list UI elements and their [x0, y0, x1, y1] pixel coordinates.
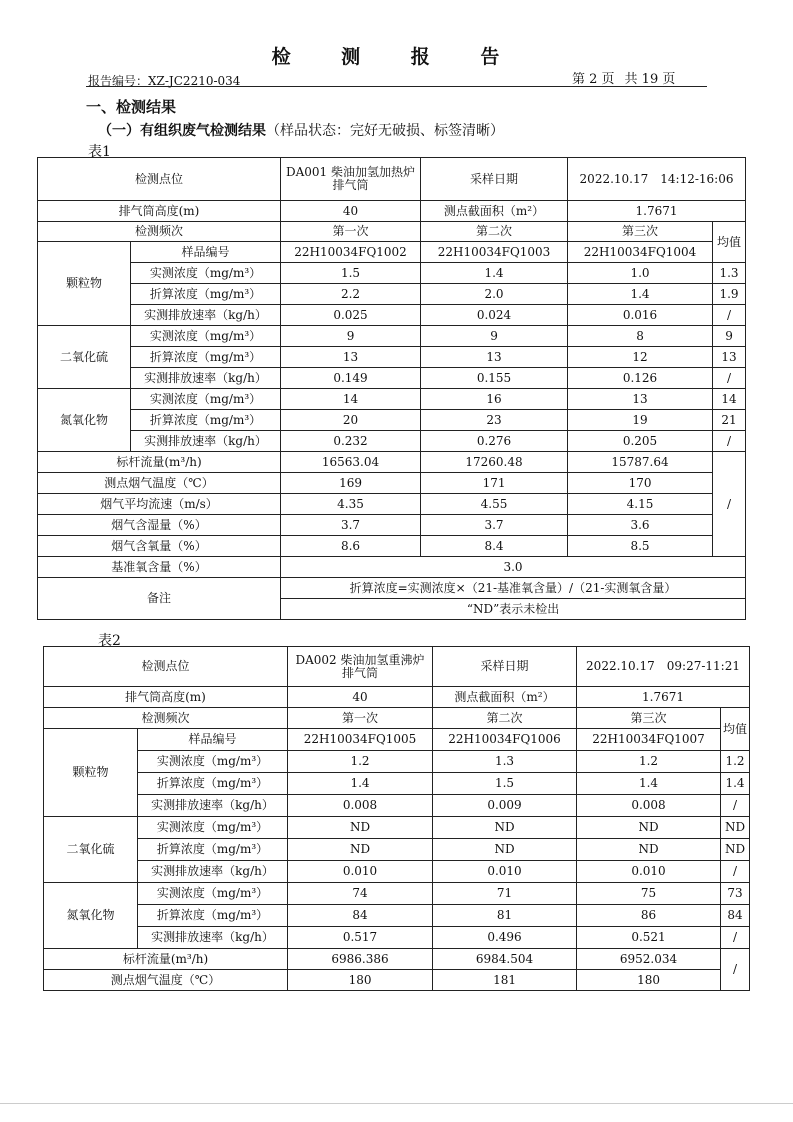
table-row: [38, 389, 746, 410]
note-nd: “ND”表示未检出: [281, 599, 746, 620]
row-label: 实测排放速率（kg/h）: [138, 861, 288, 883]
cell-3: 15787.64: [568, 452, 713, 473]
table-row: [38, 410, 746, 431]
cell-1: 0.008: [288, 795, 433, 817]
row-label: 实测排放速率（kg/h）: [138, 927, 288, 949]
cell-2: 181: [433, 970, 577, 991]
row-label: 实测浓度（mg/m³）: [138, 817, 288, 839]
table-row: [44, 861, 750, 883]
cell-avg: /: [721, 795, 750, 817]
table-row: [44, 839, 750, 861]
freq-1: 第一次: [281, 222, 421, 242]
cell-3: 180: [577, 970, 721, 991]
row-label: 测点烟气温度（℃）: [38, 473, 281, 494]
cell-2: 8.4: [421, 536, 568, 557]
table-row: [38, 536, 746, 557]
cell-1: 180: [288, 970, 433, 991]
cell-1: 1.4: [288, 773, 433, 795]
table-row: [38, 305, 746, 326]
cell-1: 13: [281, 347, 421, 368]
cell-avg: /: [721, 927, 750, 949]
row-label: 实测浓度（mg/m³）: [138, 883, 288, 905]
cell-2: 3.7: [421, 515, 568, 536]
gas-avg: /: [713, 452, 746, 557]
cell-2: 16: [421, 389, 568, 410]
row-label: 实测浓度（mg/m³）: [131, 263, 281, 284]
cell-avg: /: [721, 861, 750, 883]
table1-label: 表1: [88, 144, 111, 160]
pm-label: 颗粒物: [38, 242, 131, 326]
cell-3: 0.521: [577, 927, 721, 949]
area-value: 1.7671: [577, 687, 750, 708]
sample-3: 22H10034FQ1004: [568, 242, 713, 263]
report-title: 检 测 报 告: [271, 46, 522, 68]
cell-avg: 21: [713, 410, 746, 431]
cell-avg: /: [713, 431, 746, 452]
point-value: DA002 柴油加氢重沸炉排气筒: [288, 647, 433, 687]
date-value: 2022.10.17 14:12-16:06: [568, 158, 746, 201]
cell-1: 0.025: [281, 305, 421, 326]
table-row: [44, 817, 750, 839]
cell-1: 169: [281, 473, 421, 494]
cell-2: 6984.504: [433, 949, 577, 970]
cell-1: 3.7: [281, 515, 421, 536]
cell-2: 17260.48: [421, 452, 568, 473]
row-label: 折算浓度（mg/m³）: [131, 284, 281, 305]
sample-2: 22H10034FQ1006: [433, 729, 577, 751]
cell-2: 4.55: [421, 494, 568, 515]
cell-3: 4.15: [568, 494, 713, 515]
freq-label: 检测频次: [44, 708, 288, 729]
sample-1: 22H10034FQ1005: [288, 729, 433, 751]
cell-avg: 1.3: [713, 263, 746, 284]
point-label: 检测点位: [38, 158, 281, 201]
cell-1: 2.2: [281, 284, 421, 305]
cell-1: 0.149: [281, 368, 421, 389]
cell-2: 71: [433, 883, 577, 905]
table2-label: 表2: [98, 633, 121, 649]
cell-2: 1.3: [433, 751, 577, 773]
cell-3: 19: [568, 410, 713, 431]
height-label: 排气筒高度(m): [44, 687, 288, 708]
cell-1: 14: [281, 389, 421, 410]
cell-avg: 1.9: [713, 284, 746, 305]
cell-avg: /: [713, 368, 746, 389]
cell-avg: 14: [713, 389, 746, 410]
cell-3: 0.205: [568, 431, 713, 452]
cell-3: 12: [568, 347, 713, 368]
cell-2: 1.4: [421, 263, 568, 284]
row-label: 实测排放速率（kg/h）: [131, 431, 281, 452]
row-label: 实测浓度（mg/m³）: [131, 326, 281, 347]
row-label: 实测排放速率（kg/h）: [131, 305, 281, 326]
cell-3: 1.2: [577, 751, 721, 773]
sample-label: 样品编号: [138, 729, 288, 751]
row-label: 折算浓度（mg/m³）: [131, 410, 281, 431]
table-row: [44, 773, 750, 795]
cell-2: 0.010: [433, 861, 577, 883]
cell-1: 74: [288, 883, 433, 905]
date-value: 2022.10.17 09:27-11:21: [577, 647, 750, 687]
cell-2: 2.0: [421, 284, 568, 305]
row-label: 实测排放速率（kg/h）: [138, 795, 288, 817]
date-label: 采样日期: [433, 647, 577, 687]
subsection-heading: [98, 120, 504, 140]
cell-1: 8.6: [281, 536, 421, 557]
row-label: 测点烟气温度（℃）: [44, 970, 288, 991]
cell-3: 13: [568, 389, 713, 410]
sample-label: 样品编号: [131, 242, 281, 263]
cell-3: 170: [568, 473, 713, 494]
table1: [37, 157, 746, 620]
cell-1: 6986.386: [288, 949, 433, 970]
table-row: [38, 368, 746, 389]
row-label: 标杆流量(m³/h): [38, 452, 281, 473]
date-label: 采样日期: [421, 158, 568, 201]
cell-1: 20: [281, 410, 421, 431]
cell-avg: 84: [721, 905, 750, 927]
row-label: 实测浓度（mg/m³）: [138, 751, 288, 773]
table2: [43, 646, 750, 991]
height-value: 40: [281, 201, 421, 222]
total-pages: 共 19 页: [624, 72, 676, 87]
cell-3: ND: [577, 817, 721, 839]
row-label: 折算浓度（mg/m³）: [131, 347, 281, 368]
freq-3: 第三次: [577, 708, 721, 729]
cell-2: ND: [433, 839, 577, 861]
nox-label: 氮氧化物: [38, 389, 131, 452]
freq-2: 第二次: [433, 708, 577, 729]
o2-label: 基准氧含量（%）: [38, 557, 281, 578]
height-label: 排气筒高度(m): [38, 201, 281, 222]
cell-2: 0.009: [433, 795, 577, 817]
report-number: 报告编号：XZ-JC2210-034: [88, 74, 241, 88]
freq-label: 检测频次: [38, 222, 281, 242]
table-row: [38, 452, 746, 473]
row-label: 烟气含湿量（%）: [38, 515, 281, 536]
cell-1: 16563.04: [281, 452, 421, 473]
cell-2: 13: [421, 347, 568, 368]
cell-2: 81: [433, 905, 577, 927]
cell-1: 1.5: [281, 263, 421, 284]
point-label: 检测点位: [44, 647, 288, 687]
cell-1: 4.35: [281, 494, 421, 515]
row-label: 折算浓度（mg/m³）: [138, 773, 288, 795]
cell-3: 8.5: [568, 536, 713, 557]
table-row: [38, 347, 746, 368]
area-value: 1.7671: [568, 201, 746, 222]
so2-label: 二氧化硫: [38, 326, 131, 389]
cell-2: 0.496: [433, 927, 577, 949]
cell-3: 3.6: [568, 515, 713, 536]
cell-avg: 13: [713, 347, 746, 368]
table-row: [44, 949, 750, 970]
so2-label: 二氧化硫: [44, 817, 138, 883]
row-label: 实测浓度（mg/m³）: [131, 389, 281, 410]
cell-1: 0.232: [281, 431, 421, 452]
note-formula: 折算浓度=实测浓度×（21-基准氧含量）/（21-实测氧含量）: [281, 578, 746, 599]
table-row: [38, 515, 746, 536]
cell-1: 1.2: [288, 751, 433, 773]
cell-3: 75: [577, 883, 721, 905]
sample-1: 22H10034FQ1002: [281, 242, 421, 263]
section-heading: 一、检测结果: [86, 98, 177, 116]
cell-avg: 9: [713, 326, 746, 347]
cell-3: 8: [568, 326, 713, 347]
table-row: [38, 473, 746, 494]
page-number: [572, 68, 685, 87]
cell-2: 1.5: [433, 773, 577, 795]
table-row: [38, 284, 746, 305]
cell-3: 1.0: [568, 263, 713, 284]
table-row: [44, 883, 750, 905]
table-row: [38, 263, 746, 284]
table-row: [38, 326, 746, 347]
avg-header: 均值: [721, 708, 750, 751]
area-label: 测点截面积（m²）: [433, 687, 577, 708]
cell-2: 9: [421, 326, 568, 347]
cell-avg: 1.2: [721, 751, 750, 773]
row-label: 标杆流量(m³/h): [44, 949, 288, 970]
subsection-note: （样品状态：完好无破损、标签清晰）: [266, 123, 504, 139]
cell-avg: 1.4: [721, 773, 750, 795]
table-row: [44, 905, 750, 927]
cell-2: 23: [421, 410, 568, 431]
cell-2: 0.276: [421, 431, 568, 452]
cell-3: 0.126: [568, 368, 713, 389]
row-label: 烟气平均流速（m/s）: [38, 494, 281, 515]
row-label: 折算浓度（mg/m³）: [138, 905, 288, 927]
table-row: [44, 970, 750, 991]
cell-3: 6952.034: [577, 949, 721, 970]
nox-label: 氮氧化物: [44, 883, 138, 949]
o2-value: 3.0: [281, 557, 746, 578]
row-label: 实测排放速率（kg/h）: [131, 368, 281, 389]
avg-header: 均值: [713, 222, 746, 263]
sample-3: 22H10034FQ1007: [577, 729, 721, 751]
cell-3: 0.008: [577, 795, 721, 817]
cell-3: 0.010: [577, 861, 721, 883]
cell-avg: /: [713, 305, 746, 326]
table-row: [38, 494, 746, 515]
cell-1: 84: [288, 905, 433, 927]
row-label: 折算浓度（mg/m³）: [138, 839, 288, 861]
cell-1: 0.517: [288, 927, 433, 949]
height-value: 40: [288, 687, 433, 708]
page-edge-line: [0, 1103, 793, 1104]
table-row: [44, 751, 750, 773]
table-row: [38, 431, 746, 452]
cell-2: ND: [433, 817, 577, 839]
gas-avg: /: [721, 949, 750, 991]
row-label: 烟气含氧量（%）: [38, 536, 281, 557]
point-value: DA001 柴油加氢加热炉排气筒: [281, 158, 421, 201]
table-row: [44, 795, 750, 817]
cell-3: 1.4: [568, 284, 713, 305]
cell-avg: 73: [721, 883, 750, 905]
cell-3: 86: [577, 905, 721, 927]
cell-2: 171: [421, 473, 568, 494]
cell-1: 9: [281, 326, 421, 347]
cell-3: ND: [577, 839, 721, 861]
area-label: 测点截面积（m²）: [421, 201, 568, 222]
cell-2: 0.024: [421, 305, 568, 326]
note-label: 备注: [38, 578, 281, 620]
page-label: 第 2 页: [572, 72, 615, 87]
table-row: [44, 927, 750, 949]
freq-1: 第一次: [288, 708, 433, 729]
freq-3: 第三次: [568, 222, 713, 242]
cell-avg: ND: [721, 839, 750, 861]
cell-2: 0.155: [421, 368, 568, 389]
subsection-title: （一）有组织废气检测结果: [98, 123, 266, 139]
cell-3: 0.016: [568, 305, 713, 326]
pm-label: 颗粒物: [44, 729, 138, 817]
header-rule: [86, 86, 707, 87]
cell-1: ND: [288, 817, 433, 839]
cell-avg: ND: [721, 817, 750, 839]
cell-3: 1.4: [577, 773, 721, 795]
freq-2: 第二次: [421, 222, 568, 242]
sample-2: 22H10034FQ1003: [421, 242, 568, 263]
cell-1: ND: [288, 839, 433, 861]
cell-1: 0.010: [288, 861, 433, 883]
